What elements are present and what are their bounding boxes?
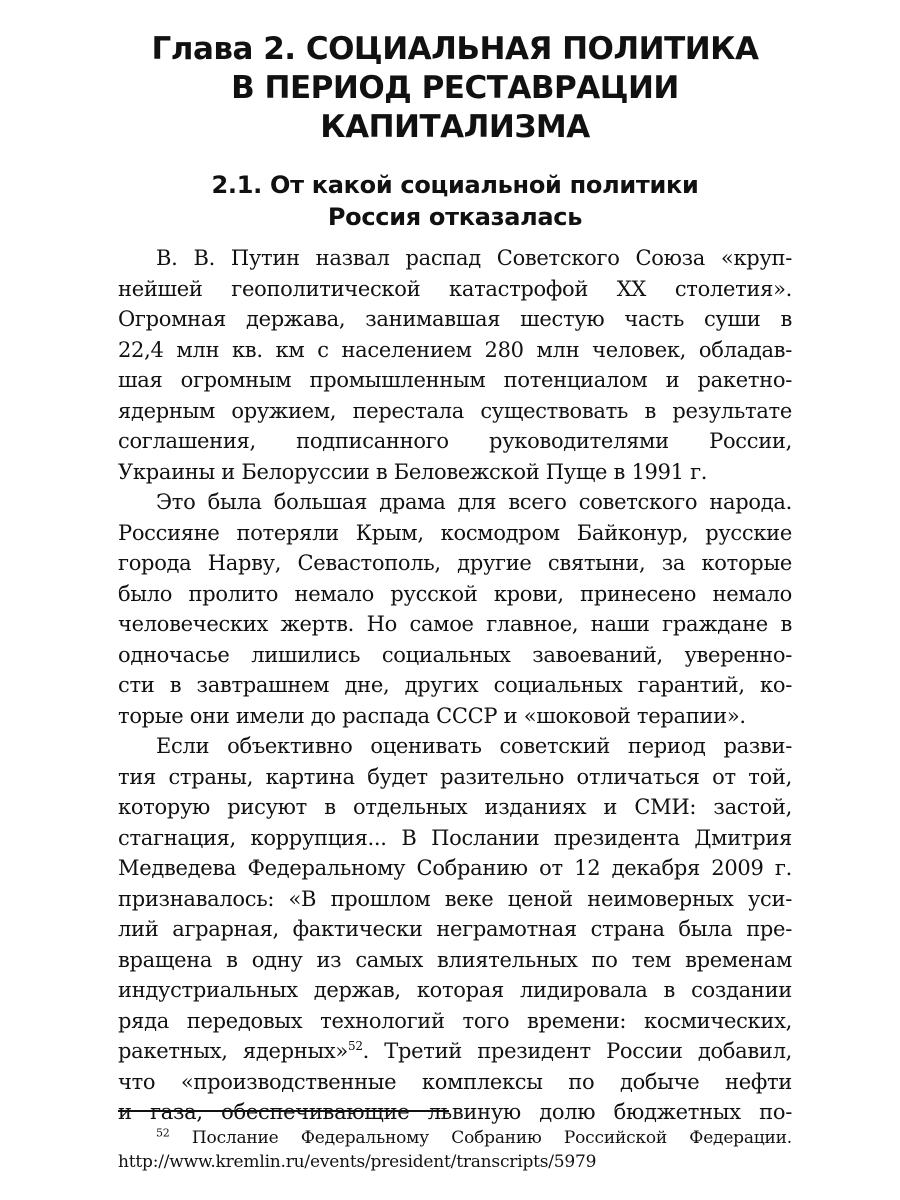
text-line: признавалось: «В прошлом веке ценой неимоверных уси- bbox=[118, 886, 792, 911]
paragraph-3 bbox=[118, 731, 792, 1128]
section-title-line-2: Россия отказалась bbox=[327, 203, 583, 231]
text-line-with-footnote bbox=[118, 1036, 792, 1067]
chapter-title-line-3: КАПИТАЛИЗМА bbox=[320, 109, 590, 145]
chapter-title-line-2: В ПЕРИОД РЕСТАВРАЦИИ bbox=[231, 70, 679, 106]
text-line: было пролито немало русской крови, принесено немало bbox=[118, 581, 792, 606]
text-line: стагнация, коррупция... В Послании президента Дмитрия bbox=[118, 825, 792, 850]
text-line: Огромная держава, занимавшая шестую часть суши в bbox=[118, 307, 792, 331]
paragraph-1 bbox=[118, 243, 792, 487]
text-line: индустриальных держав, которая лидировала в создании bbox=[118, 978, 792, 1002]
text-line: Медведева Федеральному Собранию от 12 декабря 2009 г. bbox=[118, 856, 792, 880]
text-line: вращена в одну из самых влиятельных по тем временам bbox=[118, 947, 792, 972]
text-line: одночасье лишились социальных завоеваний, увереннo- bbox=[118, 642, 792, 667]
text-line: В. В. Путин назвал распад Советского Союза «круп- bbox=[156, 246, 792, 270]
text-line: нейшей геополитической катастрофой XX столетия». bbox=[118, 276, 792, 301]
footnote bbox=[118, 1126, 792, 1174]
footnote-reference[interactable]: 52 bbox=[347, 1039, 363, 1053]
text-line: лий аграрная, фактически неграмотная страна была пре- bbox=[118, 917, 792, 941]
text-line: человеческих жертв. Но самое главное, наши граждане в bbox=[118, 612, 792, 636]
footnote-line-1 bbox=[118, 1126, 792, 1150]
paragraph-2 bbox=[118, 487, 792, 731]
text-line: торые они имели до распада СССР и «шоковой терапии». bbox=[118, 703, 746, 728]
chapter-title bbox=[118, 30, 792, 147]
section-title-line-1: 2.1. От какой социальной политики bbox=[211, 171, 699, 199]
text-line: сти в завтрашнем дне, других социальных гарантий, ко- bbox=[118, 673, 792, 697]
footnote-number: 52 bbox=[156, 1126, 170, 1140]
footnote-url[interactable]: http://www.kremlin.ru/events/president/transcripts/5979 bbox=[118, 1152, 597, 1172]
text-line: Украины и Белоруссии в Беловежской Пуще в 1991 г. bbox=[118, 459, 708, 484]
text-line: что «производственные комплексы по добыче нефти bbox=[118, 1069, 792, 1094]
text-line: ядерным оружием, перестала существовать в результате bbox=[118, 398, 792, 423]
text-line: города Нарву, Севастополь, другие святыни, за которые bbox=[118, 551, 792, 575]
text-line: и газа, обеспечивающие львиную долю бюджетных по- bbox=[118, 1100, 792, 1124]
text-line: Если объективно оценивать советский период разви- bbox=[156, 734, 792, 758]
footnote-separator bbox=[118, 1110, 449, 1112]
section-title bbox=[118, 169, 792, 233]
body-text bbox=[118, 243, 792, 1128]
chapter-title-line-1: Глава 2. СОЦИАЛЬНАЯ ПОЛИТИКА bbox=[151, 31, 759, 67]
text-line: тия страны, картина будет разительно отличаться от той, bbox=[118, 764, 792, 789]
text-line: Это была большая драма для всего советского народа. bbox=[156, 490, 792, 514]
text-fragment: . Третий президент России добавил, bbox=[362, 1039, 792, 1063]
text-line: 22,4 млн кв. км с населением 280 млн человек, обладав- bbox=[118, 337, 792, 362]
text-line: которую рисуют в отдельных изданиях и СМИ: застой, bbox=[118, 795, 792, 819]
text-fragment: ракетных, ядерных» bbox=[118, 1039, 348, 1063]
footnote-text: Послание Федеральному Собранию Российской Федерации. bbox=[191, 1128, 792, 1148]
page-content bbox=[118, 30, 792, 1128]
text-line: шая огромным промышленным потенциалом и ракетно- bbox=[118, 368, 792, 392]
text-line: соглашения, подписанного руководителями России, bbox=[118, 429, 792, 453]
text-line: ряда передовых технологий того времени: космических, bbox=[118, 1008, 792, 1033]
text-line: Россияне потеряли Крым, космодром Байконур, русские bbox=[118, 520, 792, 545]
